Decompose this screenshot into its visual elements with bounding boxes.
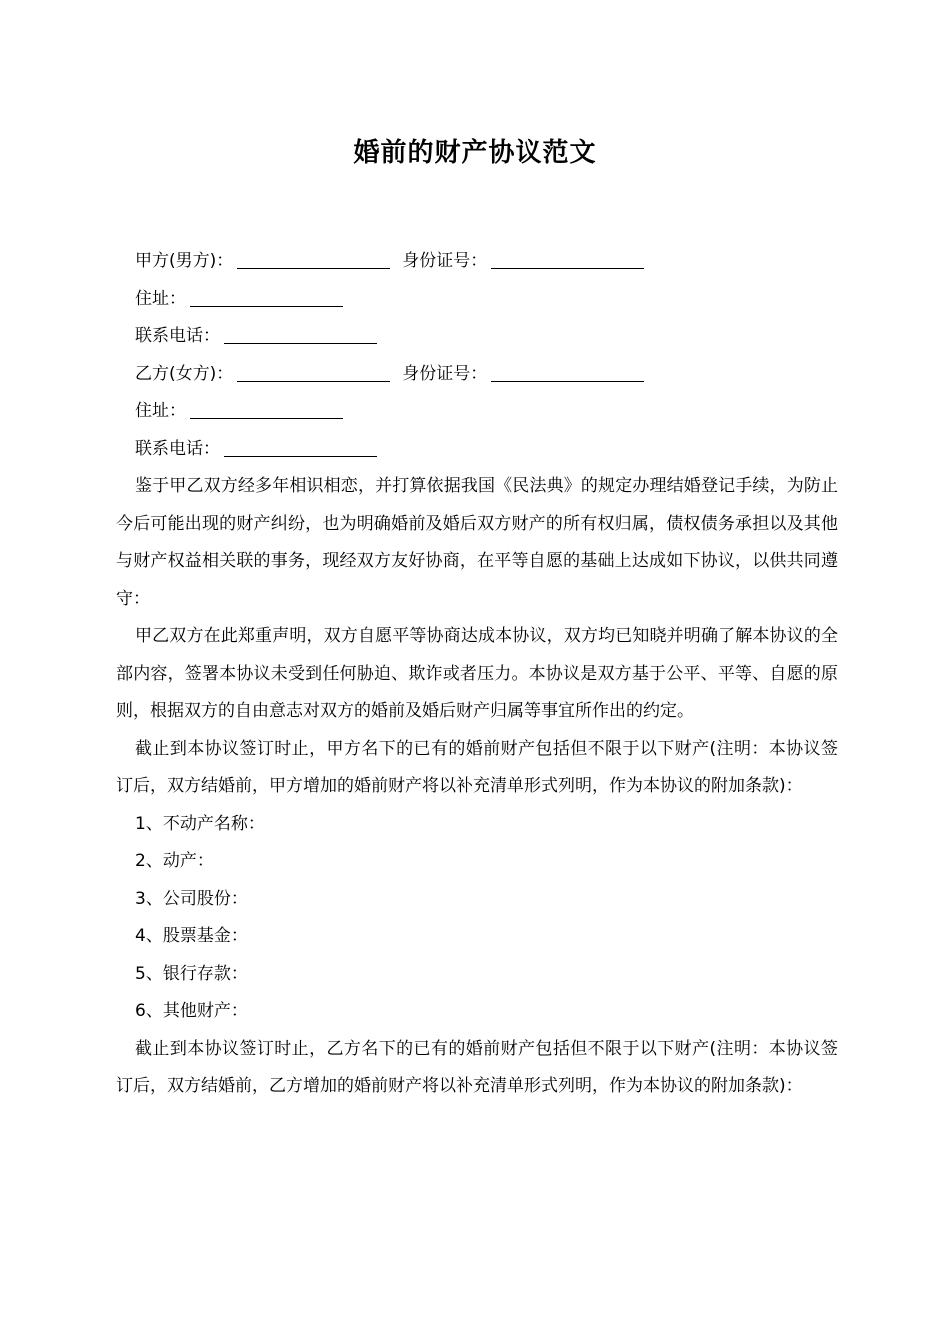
party-a-address-blank: [190, 289, 343, 307]
party-b-name-label: 乙方(女方)：: [135, 363, 234, 384]
party-a-name-label: 甲方(男方)：: [135, 251, 234, 271]
party-b-id-blank: [491, 364, 644, 382]
asset-item: 6、其他财产：: [135, 1001, 248, 1021]
party-b-address-label: 住址：: [135, 401, 186, 421]
party-a-phone-blank: [224, 326, 377, 344]
party-b-phone-line: [116, 431, 838, 469]
document-title: 婚前的财产协议范文: [353, 138, 597, 168]
party-b-assets-paragraph: 截止到本协议签订时止，乙方名下的已有的婚前财产包括但不限于以下财产(注明：本协议签订后，双方结婚前，乙方增加的婚前财产将以补充清单形式列明，作为本协议的附加条款)：: [116, 1038, 838, 1096]
party-a-phone-line: [116, 318, 838, 356]
party-a-address-line: [116, 281, 838, 319]
party-b-id-label: 身份证号：: [402, 363, 488, 384]
asset-item: 5、银行存款：: [135, 963, 248, 984]
party-a-name-line: [116, 243, 838, 281]
party-a-id-blank: [491, 251, 644, 269]
party-b-address-line: [116, 393, 838, 431]
party-b-name-blank: [237, 364, 390, 382]
asset-item: 1、不动产名称：: [135, 813, 265, 834]
document-body: [116, 243, 838, 1106]
party-b-name-line: [116, 356, 838, 394]
party-b-phone-label: 联系电话：: [135, 438, 220, 459]
party-a-assets-paragraph: 截止到本协议签订时止，甲方名下的已有的婚前财产包括但不限于以下财产(注明：本协议签订后，双方结婚前，甲方增加的婚前财产将以补充清单形式列明，作为本协议的附加条款)：: [116, 738, 838, 796]
party-b-address-blank: [190, 401, 343, 419]
asset-item: 3、公司股份：: [135, 888, 248, 909]
party-b-phone-blank: [224, 439, 377, 457]
party-a-name-blank: [237, 251, 390, 269]
asset-item: 4、股票基金：: [135, 926, 248, 946]
declaration-paragraph: 甲乙双方在此郑重声明，双方自愿平等协商达成本协议，双方均已知晓并明确了解本协议的全部内容，签署本协议未受到任何胁迫、欺诈或者压力。本协议是双方基于公平、平等、自愿的原则，根据双方的自由意志对双方的婚前及婚后财产归属等事宜所作出的约定。: [116, 626, 838, 721]
party-a-address-label: 住址：: [135, 288, 186, 309]
asset-item: 2、动产：: [135, 851, 214, 871]
party-a-phone-label: 联系电话：: [135, 326, 220, 346]
party-a-id-label: 身份证号：: [402, 251, 488, 271]
preamble-paragraph: 鉴于甲乙双方经多年相识相恋，并打算依据我国《民法典》的规定办理结婚登记手续，为防止今后可能出现的财产纠纷，也为明确婚前及婚后双方财产的所有权归属，债权债务承担以及其他与财产权益相关联的事务，现经双方友好协商，在平等自愿的基础上达成如下协议，以供共同遵守：: [116, 476, 838, 609]
